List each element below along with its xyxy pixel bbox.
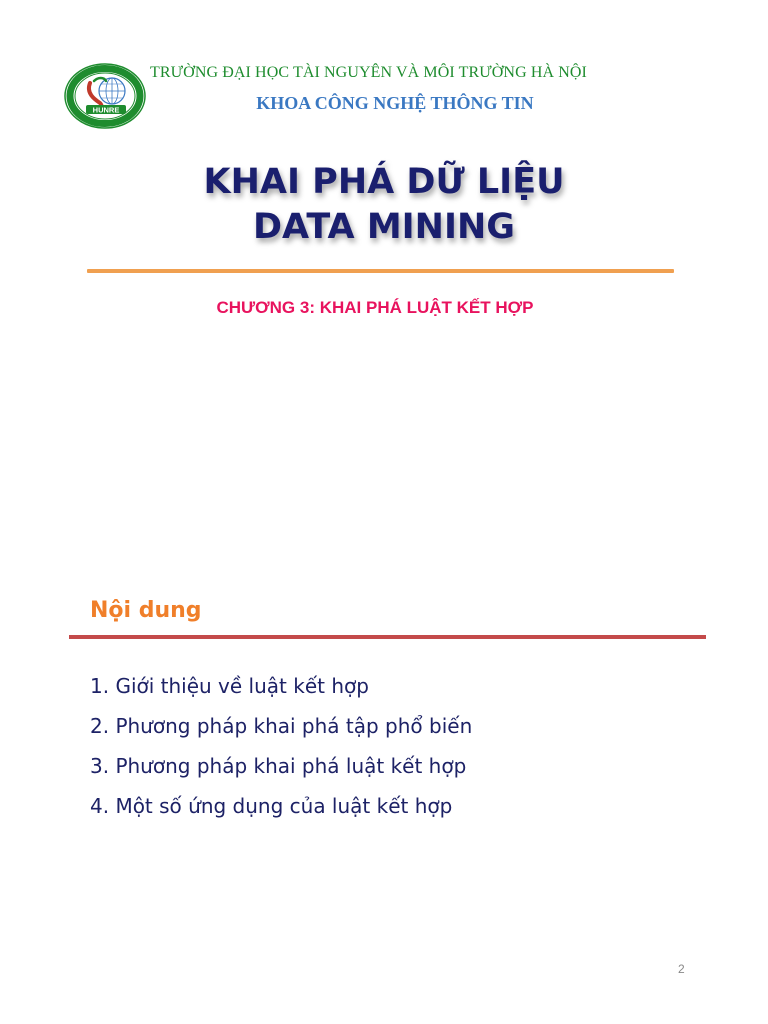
contents-heading: Nội dung xyxy=(90,598,202,623)
contents-item: 4. Một số ứng dụng của luật kết hợp xyxy=(90,794,453,818)
title-divider xyxy=(87,269,674,273)
course-title-english: DATA MINING xyxy=(252,207,516,247)
contents-item: 3. Phương pháp khai phá luật kết hợp xyxy=(90,754,467,778)
course-title xyxy=(80,160,688,250)
chapter-title: CHƯƠNG 3: KHAI PHÁ LUẬT KẾT HỢP xyxy=(216,298,534,317)
faculty-name: KHOA CÔNG NGHỆ THÔNG TIN xyxy=(256,93,534,113)
contents-divider xyxy=(69,635,706,639)
contents-item: 1. Giới thiệu về luật kết hợp xyxy=(90,674,369,698)
contents-item: 2. Phương pháp khai phá tập phổ biến xyxy=(90,714,473,738)
university-logo xyxy=(64,63,146,129)
logo-text: HUNRE xyxy=(92,105,120,115)
course-title-vietnamese: KHAI PHÁ DỮ LIỆU xyxy=(203,162,565,202)
university-name: TRƯỜNG ĐẠI HỌC TÀI NGUYÊN VÀ MÔI TRƯỜNG HÀ NỘI xyxy=(150,64,587,81)
page-number: 2 xyxy=(678,962,685,976)
contents-list xyxy=(90,666,472,826)
